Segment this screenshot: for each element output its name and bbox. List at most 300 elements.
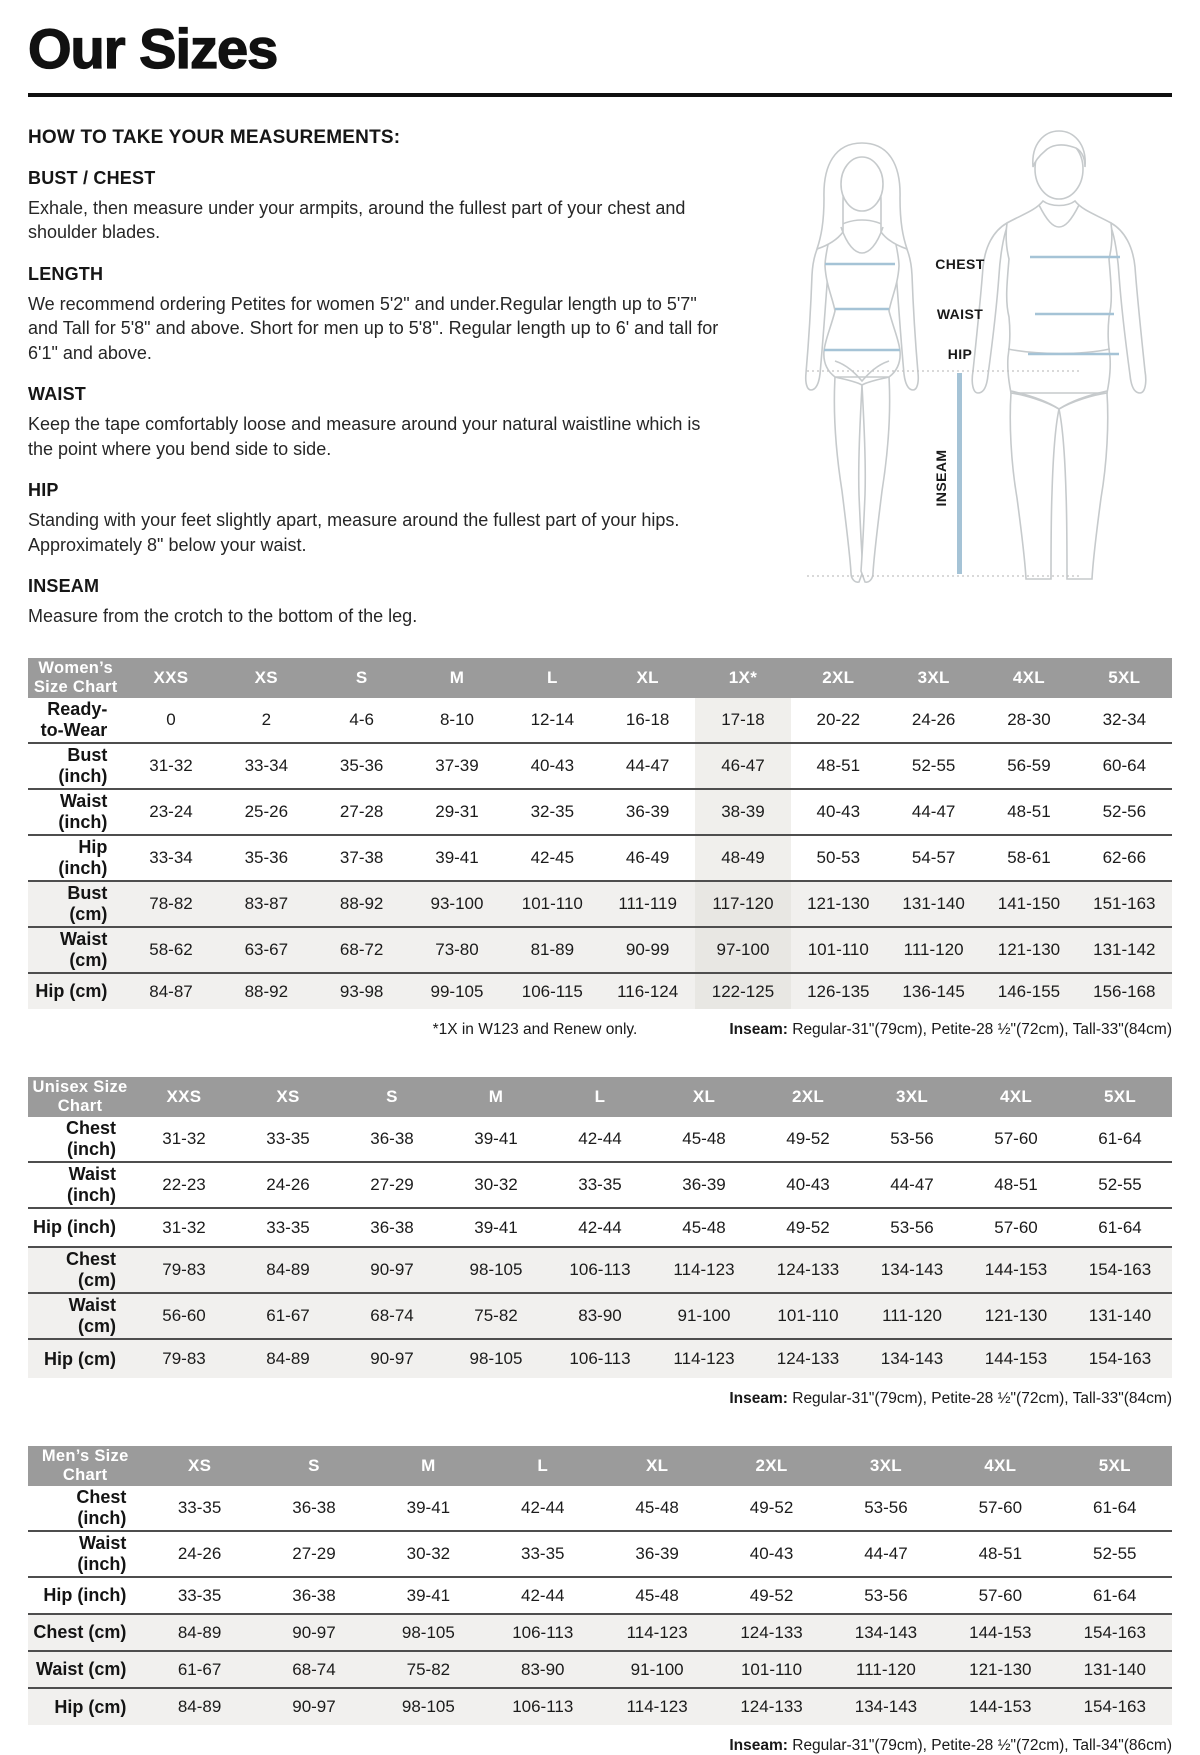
size-value-cell: 131-140 [1088,1306,1152,1326]
size-value-cell: 91-100 [630,1659,684,1679]
size-value-cell: 54-57 [911,848,956,868]
size-value-cell: 117-120 [695,881,790,927]
table-row [28,1531,1172,1577]
men-size-chart-block [28,1446,1172,1755]
size-value-cell: 38-39 [695,789,790,835]
size-value-cell: 57-60 [994,1129,1038,1149]
inseam-note-values: Regular-31"(79cm), Petite-28 ½"(72cm), Tall-34"(86cm) [787,1737,1172,1755]
size-value-cell: 111-120 [882,1306,942,1326]
measurement-section [28,123,1172,629]
size-value-cell: 68-74 [370,1306,414,1326]
size-value-cell: 53-56 [864,1498,908,1518]
measurement-instruction [28,264,740,365]
size-column-header: M [409,658,504,698]
size-value-cell: 24-26 [266,1175,310,1195]
size-value-cell: 35-36 [339,756,384,776]
size-value-cell: 52-55 [1098,1175,1142,1195]
size-value-cell: 49-52 [749,1498,794,1518]
instruction-body: Keep the tape comfortably loose and measure around your natural waistline which is the point where you bend side to side. [28,414,701,459]
size-value-cell: 31-32 [149,756,193,776]
size-value-cell: 33-35 [266,1129,310,1149]
table-row [28,1614,1172,1651]
size-value-cell: 25-26 [244,802,289,822]
size-value-cell: 98-105 [469,1260,523,1280]
women-size-chart-block [28,658,1172,1039]
size-value-cell: 121-130 [969,1659,1032,1679]
size-value-cell: 111-120 [903,940,964,960]
footnote-inseam-note [729,1021,1172,1039]
size-column-header: XL [600,1446,714,1486]
measurement-instruction [28,384,740,461]
size-value-cell: 52-55 [911,756,956,776]
size-value-cell: 27-28 [339,802,384,822]
size-value-cell: 101-110 [740,1659,803,1679]
table-row [28,881,1172,927]
size-value-cell: 33-34 [149,848,193,868]
size-value-cell: 134-143 [854,1697,918,1717]
size-column-header: 5XL [1068,1077,1172,1117]
size-value-cell: 126-135 [807,981,870,1001]
size-value-cell: 93-98 [339,981,384,1001]
size-column-header: XL [600,658,695,698]
row-label: Waist (inch) [58,791,108,833]
measurement-instructions-column [28,123,740,629]
size-value-cell: 98-105 [401,1622,455,1642]
size-value-cell: 48-51 [816,756,861,776]
women-size-chart-table [28,658,1172,1009]
size-column-header: L [505,658,600,698]
size-value-cell: 154-163 [1083,1697,1146,1717]
row-label: Waist (inch) [67,1164,116,1206]
inseam-label: INSEAM [933,449,949,507]
row-label: Hip (inch) [33,1217,116,1238]
instruction-body: Measure from the crotch to the bottom of the leg. [28,606,418,627]
size-value-cell: 114-123 [626,1697,688,1717]
size-value-cell: 122-125 [695,973,790,1009]
size-value-cell: 90-97 [292,1622,336,1642]
size-value-cell: 154-163 [1083,1622,1146,1642]
row-label: Waist (cm) [68,1295,116,1337]
table-row [28,1162,1172,1208]
unisex-size-chart-table [28,1077,1172,1378]
size-value-cell: 83-87 [244,894,289,914]
size-column-header: M [371,1446,485,1486]
instruction-heading: HIP [28,480,59,501]
size-value-cell: 42-44 [521,1498,565,1518]
size-value-cell: 114-123 [673,1260,735,1280]
size-value-cell: 124-133 [740,1697,803,1717]
size-value-cell: 31-32 [162,1217,206,1237]
table-row [28,1117,1172,1162]
table-row [28,1247,1172,1293]
size-value-cell: 84-87 [149,981,193,1001]
measurement-diagram [767,123,1172,629]
size-column-header: 3XL [860,1077,964,1117]
title-divider [28,93,1172,97]
size-value-cell: 36-38 [370,1129,414,1149]
size-value-cell: 58-62 [149,940,193,960]
size-value-cell: 84-89 [266,1349,310,1369]
size-value-cell: 75-82 [406,1659,451,1679]
size-value-cell: 141-150 [997,894,1061,914]
table-title: Women’s Size Chart [28,658,123,698]
size-value-cell: 17-18 [695,698,790,743]
size-value-cell: 53-56 [890,1129,934,1149]
size-value-cell: 27-29 [292,1544,336,1564]
size-value-cell: 50-53 [816,848,861,868]
row-label: Bust (inch) [58,745,108,787]
size-value-cell: 49-52 [786,1129,830,1149]
size-column-header: 2XL [791,658,886,698]
size-value-cell: 46-47 [695,743,790,789]
instruction-heading: INSEAM [28,576,100,597]
table-row [28,743,1172,789]
size-column-header: S [340,1077,444,1117]
women-table-footnote [28,1021,1172,1039]
measurement-instruction [28,480,740,557]
size-value-cell: 23-24 [149,802,193,822]
table-row [28,1577,1172,1614]
size-value-cell: 33-35 [521,1544,565,1564]
size-value-cell: 27-29 [370,1175,414,1195]
instruction-heading: BUST / CHEST [28,167,156,188]
table-row [28,789,1172,835]
size-value-cell: 31-32 [162,1129,206,1149]
size-value-cell: 56-60 [162,1306,206,1326]
size-value-cell: 93-100 [430,894,484,914]
size-value-cell: 33-34 [244,756,289,776]
size-column-header: 3XL [886,658,981,698]
row-label: Hip (inch) [58,837,108,879]
row-label: Hip (cm) [44,1348,116,1369]
size-value-cell: 44-47 [864,1544,908,1564]
size-column-header: 4XL [943,1446,1057,1486]
size-value-cell: 83-90 [521,1659,565,1679]
row-label: Waist (cm) [59,929,108,971]
size-value-cell: 53-56 [864,1585,908,1605]
inseam-note-values: Regular-31"(79cm), Petite-28 ½"(72cm), Tall-33"(84cm) [787,1390,1172,1408]
size-value-cell: 48-51 [978,1544,1023,1564]
footnote-inseam-note [729,1390,1172,1408]
size-column-header: XXS [132,1077,236,1117]
size-value-cell: 90-97 [292,1697,336,1717]
size-value-cell: 131-142 [1093,940,1156,960]
size-column-header: S [257,1446,371,1486]
size-value-cell: 144-153 [969,1697,1032,1717]
size-value-cell: 39-41 [406,1498,451,1518]
row-label: Chest (inch) [76,1487,127,1529]
female-figure [806,143,919,582]
size-column-header: 5XL [1058,1446,1172,1486]
size-value-cell: 42-45 [530,848,575,868]
inseam-line [957,373,962,574]
size-value-cell: 121-130 [807,894,870,914]
size-value-cell: 56-59 [1007,756,1051,776]
size-value-cell: 61-64 [1098,1129,1142,1149]
size-value-cell: 12-14 [530,710,575,730]
size-value-cell: 45-48 [635,1585,679,1605]
table-row [28,1486,1172,1531]
instruction-body: Standing with your feet slightly apart, measure around the fullest part of your hips. Approximately 8" below your waist. [28,510,680,555]
waist-label: WAIST [936,305,984,322]
size-value-cell: 45-48 [682,1129,726,1149]
inseam-note-label: Inseam: [729,1021,788,1039]
size-value-cell: 134-143 [880,1260,944,1280]
men-table-footnote [28,1737,1172,1755]
size-value-cell: 29-31 [435,802,479,822]
row-label: Ready-to-Wear [40,699,108,741]
table-row [28,1208,1172,1247]
size-value-cell: 49-52 [749,1585,794,1605]
size-value-cell: 20-22 [816,710,861,730]
size-value-cell: 37-38 [339,848,384,868]
size-column-header: 2XL [714,1446,828,1486]
size-value-cell: 4-6 [349,710,374,730]
measurement-instruction [28,168,740,245]
table-row [28,927,1172,973]
size-value-cell: 48-51 [994,1175,1038,1195]
size-value-cell: 61-64 [1098,1217,1142,1237]
size-value-cell: 30-32 [406,1544,451,1564]
size-value-cell: 40-43 [749,1544,794,1564]
size-value-cell: 44-47 [890,1175,934,1195]
size-value-cell: 40-43 [816,802,861,822]
size-column-header: XXS [123,658,218,698]
size-value-cell: 42-44 [578,1129,622,1149]
chest-label: CHEST [935,255,985,272]
table-row [28,973,1172,1009]
size-value-cell: 39-41 [435,848,479,868]
instruction-heading: WAIST [28,384,86,405]
size-value-cell: 37-39 [435,756,479,776]
size-value-cell: 32-35 [530,802,575,822]
size-value-cell: 75-82 [474,1306,518,1326]
table-row [28,698,1172,743]
size-value-cell: 151-163 [1093,894,1156,914]
size-value-cell: 33-35 [266,1217,310,1237]
row-label: Hip (inch) [43,1585,127,1606]
size-value-cell: 116-124 [617,981,679,1001]
size-value-cell: 84-89 [177,1697,222,1717]
body-measurement-figure [767,123,1172,593]
table-row [28,1293,1172,1339]
size-value-cell: 58-61 [1007,848,1051,868]
size-value-cell: 57-60 [994,1217,1038,1237]
size-value-cell: 52-56 [1102,802,1147,822]
size-value-cell: 98-105 [401,1697,455,1717]
size-value-cell: 68-74 [292,1659,336,1679]
unisex-table-footnote [28,1390,1172,1408]
size-value-cell: 61-64 [1093,1585,1137,1605]
row-label: Hip (cm) [35,981,108,1002]
size-value-cell: 52-55 [1093,1544,1137,1564]
size-value-cell: 33-35 [177,1585,222,1605]
size-value-cell: 90-97 [370,1260,414,1280]
row-label: Waist (cm) [36,1659,127,1680]
size-value-cell: 124-133 [776,1349,840,1369]
size-value-cell: 144-153 [969,1622,1032,1642]
table-title: Men’s Size Chart [28,1446,142,1486]
size-value-cell: 57-60 [978,1585,1023,1605]
size-value-cell: 106-113 [569,1349,631,1369]
size-value-cell: 106-115 [521,981,583,1001]
size-column-header: L [486,1446,600,1486]
size-value-cell: 60-64 [1102,756,1147,776]
size-value-cell: 97-100 [695,927,790,973]
size-value-cell: 154-163 [1088,1260,1152,1280]
size-value-cell: 88-92 [244,981,289,1001]
size-column-header: XS [219,658,314,698]
size-column-header: 5XL [1077,658,1172,698]
men-size-chart-table [28,1446,1172,1725]
size-value-cell: 39-41 [406,1585,451,1605]
size-value-cell: 101-110 [521,894,583,914]
page-title: Our Sizes [28,17,278,80]
size-guide-page [0,17,1200,1755]
size-value-cell: 61-67 [266,1306,310,1326]
instruction-body: We recommend ordering Petites for women 5'2" and under.Regular length up to 5'7" and Tall for 5'8" and above. Short for men up to 5'8". Regular length up to 6' and tall for 6'1" and above. [28,293,719,363]
size-column-header: XL [652,1077,756,1117]
table-row [28,835,1172,881]
size-value-cell: 39-41 [474,1217,518,1237]
size-value-cell: 16-18 [625,710,670,730]
size-value-cell: 36-39 [682,1175,726,1195]
how-to-heading: HOW TO TAKE YOUR MEASUREMENTS: [28,126,401,148]
size-value-cell: 35-36 [244,848,289,868]
size-value-cell: 98-105 [469,1349,523,1369]
size-column-header: XS [142,1446,256,1486]
size-column-header: 3XL [829,1446,943,1486]
inseam-note-label: Inseam: [729,1737,788,1755]
table-title: Unisex Size Chart [28,1077,132,1117]
size-value-cell: 44-47 [625,756,670,776]
size-value-cell: 79-83 [162,1260,206,1280]
size-value-cell: 91-100 [677,1306,731,1326]
size-value-cell: 79-83 [162,1349,206,1369]
size-value-cell: 146-155 [997,981,1061,1001]
row-label: Chest (cm) [65,1249,116,1291]
footnote-inseam-note [729,1737,1172,1755]
size-value-cell: 144-153 [984,1349,1048,1369]
measurement-instructions [28,168,740,629]
size-value-cell: 24-26 [177,1544,222,1564]
size-value-cell: 131-140 [1083,1659,1146,1679]
size-value-cell: 90-97 [370,1349,414,1369]
size-value-cell: 30-32 [474,1175,518,1195]
size-value-cell: 45-48 [635,1498,679,1518]
size-column-header: M [444,1077,548,1117]
size-value-cell: 114-123 [673,1349,735,1369]
size-value-cell: 33-35 [177,1498,222,1518]
size-value-cell: 32-34 [1102,710,1147,730]
size-column-header: 4XL [981,658,1076,698]
size-value-cell: 84-89 [177,1622,222,1642]
row-label: Chest (inch) [65,1118,116,1160]
size-column-header: 1X* [695,658,790,698]
table-row [28,1651,1172,1688]
size-value-cell: 154-163 [1088,1349,1152,1369]
size-value-cell: 134-143 [880,1349,944,1369]
size-column-header: S [314,658,409,698]
footnote-asterisk-note: *1X in W123 and Renew only. [432,1021,638,1039]
size-value-cell: 8-10 [439,710,474,730]
size-value-cell: 42-44 [578,1217,622,1237]
instruction-body: Exhale, then measure under your armpits, around the fullest part of your chest and shoulder blades. [28,197,686,243]
size-value-cell: 121-130 [984,1306,1048,1326]
size-column-header: 2XL [756,1077,860,1117]
size-value-cell: 22-23 [162,1175,206,1195]
size-value-cell: 106-113 [512,1697,574,1717]
size-value-cell: 0 [166,710,176,730]
size-value-cell: 73-80 [435,940,479,960]
row-label: Bust (cm) [67,883,108,925]
size-value-cell: 136-145 [902,981,965,1001]
size-value-cell: 101-110 [807,940,869,960]
size-value-cell: 44-47 [911,802,956,822]
size-value-cell: 36-39 [625,802,670,822]
size-value-cell: 68-72 [339,940,384,960]
size-value-cell: 111-119 [618,894,677,914]
size-value-cell: 81-89 [530,940,575,960]
size-value-cell: 28-30 [1007,710,1051,730]
size-column-header: L [548,1077,652,1117]
size-value-cell: 45-48 [682,1217,726,1237]
size-value-cell: 144-153 [984,1260,1048,1280]
size-value-cell: 36-38 [292,1498,336,1518]
size-column-header: 4XL [964,1077,1068,1117]
row-label: Waist (inch) [77,1533,127,1575]
size-value-cell: 83-90 [578,1306,622,1326]
size-value-cell: 78-82 [149,894,193,914]
size-value-cell: 40-43 [530,756,575,776]
size-value-cell: 134-143 [854,1622,918,1642]
size-value-cell: 84-89 [266,1260,310,1280]
table-row [28,1688,1172,1725]
size-value-cell: 36-38 [292,1585,336,1605]
size-value-cell: 61-67 [177,1659,222,1679]
size-value-cell: 62-66 [1102,848,1147,868]
size-value-cell: 61-64 [1093,1498,1137,1518]
size-value-cell: 101-110 [777,1306,839,1326]
table-row [28,1339,1172,1378]
size-value-cell: 156-168 [1093,981,1156,1001]
hip-label: HIP [947,345,973,362]
size-value-cell: 2 [261,710,272,730]
size-value-cell: 39-41 [474,1129,518,1149]
measurement-instruction [28,576,740,628]
size-value-cell: 40-43 [786,1175,830,1195]
size-value-cell: 106-113 [569,1260,631,1280]
size-column-header: XS [236,1077,340,1117]
unisex-size-chart-block [28,1077,1172,1408]
row-label: Hip (cm) [54,1696,127,1717]
size-value-cell: 53-56 [890,1217,934,1237]
size-value-cell: 48-49 [695,835,790,881]
size-value-cell: 33-35 [578,1175,622,1195]
size-value-cell: 121-130 [997,940,1061,960]
size-tables [28,658,1172,1755]
size-value-cell: 57-60 [978,1498,1023,1518]
size-value-cell: 131-140 [902,894,965,914]
size-value-cell: 24-26 [911,710,956,730]
instruction-heading: LENGTH [28,263,104,284]
size-value-cell: 90-99 [625,940,670,960]
size-value-cell: 124-133 [776,1260,840,1280]
size-value-cell: 111-120 [855,1659,916,1679]
size-value-cell: 63-67 [244,940,289,960]
inseam-note-label: Inseam: [729,1390,788,1408]
size-value-cell: 36-39 [635,1544,679,1564]
